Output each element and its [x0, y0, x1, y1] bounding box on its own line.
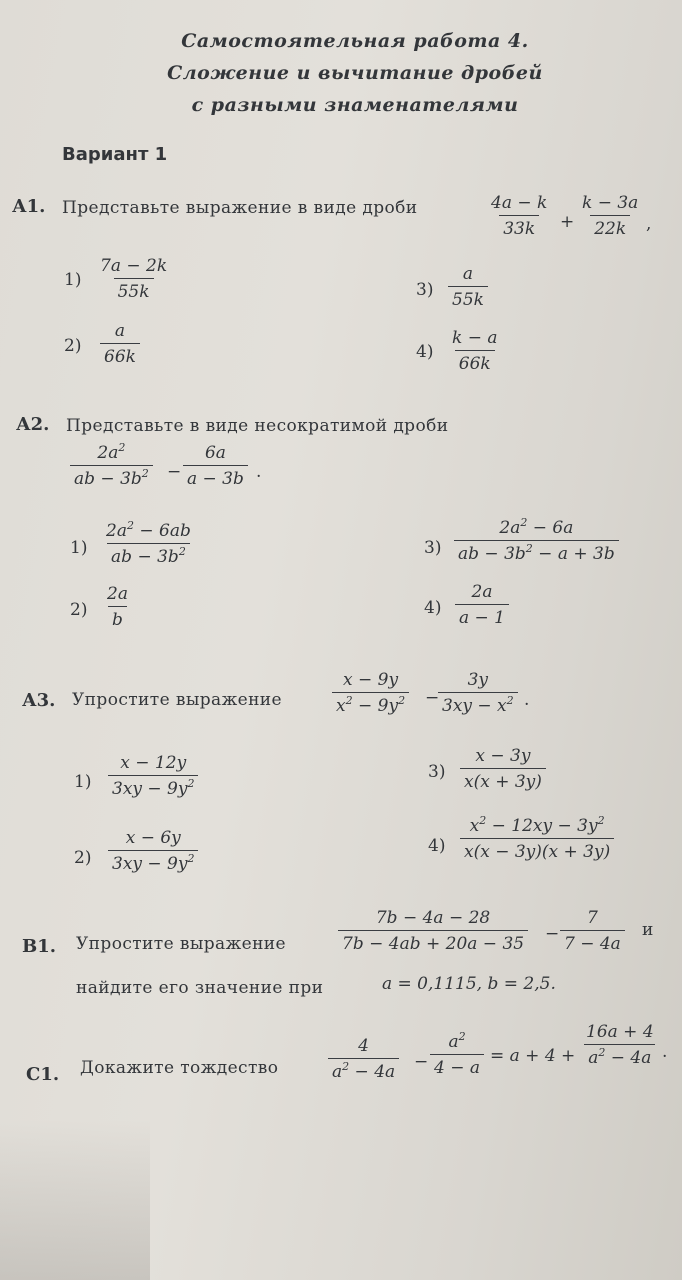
a3-o3-num: x − 3y — [475, 746, 531, 766]
a1-fraction-1 — [487, 195, 551, 238]
c1-f3-den-b: − 4a — [605, 1048, 652, 1068]
a1-option-2-num: 2) — [64, 336, 82, 356]
a2-o2-num: 2a — [107, 584, 128, 604]
a1-f1-den: 33k — [499, 215, 539, 238]
a2-o4-num: 2a — [471, 582, 493, 602]
b1-line-2: найдите его значение при — [76, 978, 324, 998]
a3-o4-num-exp2: 2 — [597, 814, 605, 827]
c1-fraction-3 — [582, 1024, 658, 1067]
a1-option-1-num: 1) — [64, 270, 82, 290]
a2-label: А2. — [16, 414, 50, 435]
a1-plus: + — [560, 212, 575, 232]
b1-values: a = 0,1115, b = 2,5. — [382, 974, 556, 994]
a2-o1-den — [107, 543, 190, 566]
a2-f1-den-base: ab − 3b — [74, 469, 142, 489]
c1-text: Докажите тождество — [80, 1058, 279, 1078]
a2-f1-num — [93, 441, 129, 465]
a2-o3-num-b: − 6a — [527, 518, 574, 538]
a2-f2-den: a − 3b — [183, 465, 248, 488]
a3-o1-den — [108, 775, 198, 798]
c1-f2-num-exp: 2 — [458, 1030, 466, 1043]
b1-minus: − — [545, 924, 560, 944]
a2-o1-num — [102, 519, 195, 543]
a2-text: Представьте в виде несократимой дроби — [66, 416, 449, 436]
a3-option-4 — [460, 814, 614, 862]
title-line-2: Сложение и вычитание дробей — [167, 62, 543, 84]
a3-end: . — [524, 690, 530, 710]
a2-o1-den-exp: 2 — [178, 545, 186, 558]
a1-o1-den: 55k — [114, 278, 154, 301]
a2-o3-den-a: ab − 3b — [458, 544, 526, 564]
c1-f3-den-exp: 2 — [598, 1046, 606, 1059]
page-shadow — [0, 1120, 150, 1280]
a3-o1-den-exp: 2 — [187, 777, 195, 790]
a1-o3-num: a — [462, 264, 474, 284]
a2-o3-num-a: 2a — [499, 518, 521, 538]
a2-option-4-num: 4) — [424, 598, 442, 618]
a2-o1-den-a: ab − 3b — [111, 547, 179, 567]
a3-f1-num: x − 9y — [343, 670, 399, 690]
a1-end: , — [646, 214, 652, 234]
a3-o4-num-a: x — [469, 816, 480, 836]
c1-label: C1. — [26, 1064, 60, 1085]
b1-f2-den: 7 − 4a — [560, 930, 625, 953]
a1-option-4 — [448, 330, 502, 373]
a1-o4-den: 66k — [455, 350, 495, 373]
a3-o4-num — [466, 814, 609, 838]
a2-f1-num-base: 2a — [97, 443, 119, 463]
a3-o2-den-a: 3xy − 9y — [112, 854, 188, 874]
title-line-3: с разными знаменателями — [191, 94, 519, 116]
a2-o1-num-exp: 2 — [126, 519, 134, 532]
a2-option-2 — [103, 586, 132, 629]
a1-option-1 — [96, 258, 171, 301]
b1-fraction-1 — [338, 910, 528, 953]
a3-f1-den-b: − 9y — [352, 696, 399, 716]
a2-option-4 — [455, 584, 509, 627]
a1-option-3-num: 3) — [416, 280, 434, 300]
a3-o2-num: x − 6y — [125, 828, 181, 848]
title-line-1: Самостоятельная работа 4. — [181, 30, 529, 52]
a1-o2-num: a — [114, 321, 126, 341]
b1-fraction-2 — [560, 910, 625, 953]
a2-f1-den-exp: 2 — [141, 467, 149, 480]
a3-o2-den — [108, 850, 198, 873]
a3-f2-den-a: 3xy − x — [442, 696, 507, 716]
a1-o1-num: 7a − 2k — [100, 256, 168, 276]
a2-option-2-num: 2) — [70, 600, 88, 620]
a3-o4-num-exp: 2 — [479, 814, 487, 827]
a2-f1-den — [70, 465, 153, 488]
a1-fraction-2 — [578, 195, 642, 238]
a2-o3-num-exp: 2 — [520, 516, 528, 529]
a2-fraction-1 — [70, 441, 153, 489]
a1-f2-den: 22k — [590, 215, 630, 238]
c1-f1-den — [328, 1058, 399, 1081]
a3-o4-den: x(x − 3y)(x + 3y) — [460, 838, 614, 861]
c1-f2-den: 4 − a — [430, 1054, 484, 1077]
a2-o1-num-b: − 6ab — [133, 521, 191, 541]
variant-heading: Вариант 1 — [62, 144, 168, 165]
a3-o3-den: x(x + 3y) — [460, 768, 546, 791]
a2-o4-den: a − 1 — [455, 604, 509, 627]
c1-f1-num: 4 — [358, 1036, 369, 1056]
a3-f2-den — [438, 692, 518, 715]
a3-f2-den-exp: 2 — [506, 694, 514, 707]
a2-minus: − — [167, 462, 182, 482]
c1-f3-den-a: a — [588, 1048, 599, 1068]
c1-f3-den — [584, 1044, 655, 1067]
c1-equation-mid: = a + 4 + — [490, 1046, 576, 1066]
a3-f2-num: 3y — [467, 670, 489, 690]
a3-fraction-1 — [332, 672, 409, 715]
a1-option-3 — [448, 266, 488, 309]
a3-option-3 — [460, 748, 546, 791]
a3-f1-den-exp1: 2 — [345, 694, 353, 707]
a3-text: Упростите выражение — [72, 690, 282, 710]
a1-option-4-num: 4) — [416, 342, 434, 362]
a3-option-4-num: 4) — [428, 836, 446, 856]
a3-option-1 — [108, 755, 198, 798]
c1-f3-num: 16a + 4 — [586, 1022, 654, 1042]
a3-f1-den — [332, 692, 409, 715]
a2-o3-den — [454, 540, 619, 563]
a2-o3-den-b: − a + 3b — [532, 544, 615, 564]
a2-fraction-2 — [183, 445, 248, 488]
a1-f1-num: 4a − k — [491, 193, 548, 213]
a3-o2-den-exp: 2 — [187, 852, 195, 865]
a1-o4-num: k − a — [452, 328, 498, 348]
a3-f1-den-a: x — [336, 696, 346, 716]
c1-f1-den-exp: 2 — [342, 1060, 350, 1073]
a2-f2-num: 6a — [204, 443, 226, 463]
c1-minus: − — [414, 1052, 429, 1072]
a1-text: Представьте выражение в виде дроби — [62, 198, 418, 218]
c1-f2-num — [444, 1030, 469, 1054]
b1-text: Упростите выражение — [76, 934, 286, 954]
a2-option-1-num: 1) — [70, 538, 88, 558]
a3-option-1-num: 1) — [74, 772, 92, 792]
b1-f1-den: 7b − 4ab + 20a − 35 — [338, 930, 528, 953]
c1-f2-num-a: a — [448, 1032, 459, 1052]
a1-o3-den: 55k — [448, 286, 488, 309]
a3-option-3-num: 3) — [428, 762, 446, 782]
a2-option-3-num: 3) — [424, 538, 442, 558]
c1-f1-den-b: − 4a — [349, 1062, 396, 1082]
a2-o3-den-exp: 2 — [525, 542, 533, 555]
b1-f2-num: 7 — [587, 908, 598, 928]
a2-o2-den: b — [108, 606, 127, 629]
a2-option-1 — [102, 519, 195, 567]
c1-fraction-2 — [430, 1030, 484, 1078]
a3-minus: − — [425, 688, 440, 708]
a1-f2-num: k − 3a — [582, 193, 639, 213]
a1-o2-den: 66k — [100, 343, 140, 366]
a3-label: А3. — [22, 690, 56, 711]
b1-f1-num: 7b − 4a − 28 — [375, 908, 491, 928]
b1-and: и — [642, 920, 654, 940]
b1-label: B1. — [22, 936, 57, 957]
a3-option-2-num: 2) — [74, 848, 92, 868]
a1-label: А1. — [12, 196, 46, 217]
a1-option-2 — [100, 323, 140, 366]
a2-f1-num-exp: 2 — [118, 441, 126, 454]
a2-end: . — [256, 462, 262, 482]
a2-o1-num-a: 2a — [106, 521, 127, 541]
a3-f1-den-exp2: 2 — [398, 694, 406, 707]
a3-o4-num-b: − 12xy − 3y — [486, 816, 598, 836]
a3-o1-num: x − 12y — [120, 753, 187, 773]
c1-fraction-1 — [328, 1038, 399, 1081]
c1-end: . — [662, 1042, 668, 1062]
a2-option-3 — [454, 516, 619, 564]
a2-o3-num — [495, 516, 577, 540]
c1-f1-den-a: a — [332, 1062, 343, 1082]
a3-fraction-2 — [438, 672, 518, 715]
a3-option-2 — [108, 830, 198, 873]
a3-o1-den-a: 3xy − 9y — [112, 779, 188, 799]
